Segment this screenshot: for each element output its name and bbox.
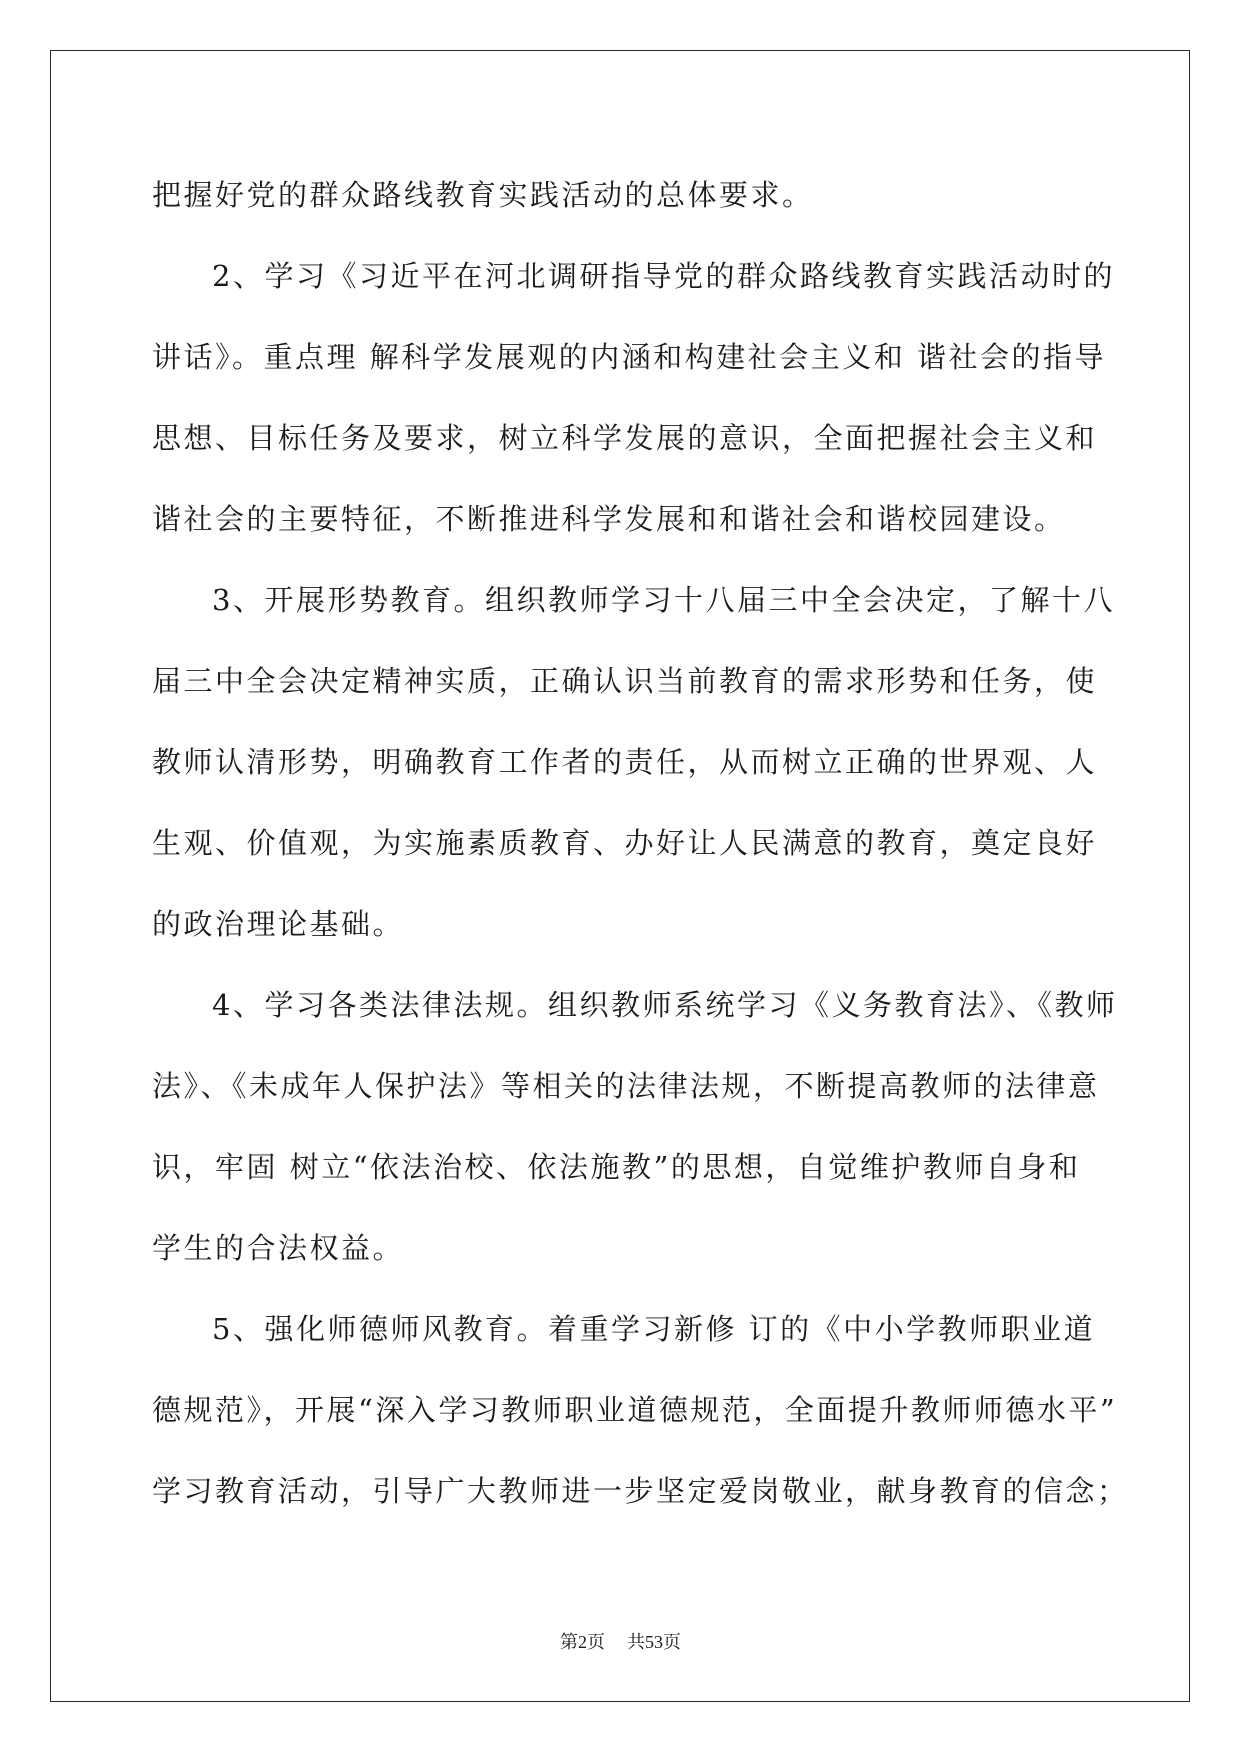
text-line: 4、学习各类法律法规。组织教师系统学习《义务教育法》、《教师 <box>212 988 1118 1022</box>
page-total: 共53页 <box>627 1632 681 1652</box>
text-line: 学习教育活动，引导广大教师进一步坚定爱岗敬业，献身教育的信念； <box>152 1474 1129 1508</box>
text-line: 届三中全会决定精神实质，正确认识当前教育的需求形势和任务，使 <box>152 664 1098 698</box>
text-line: 思想、目标任务及要求，树立科学发展的意识，全面把握社会主义和 <box>152 421 1098 455</box>
text-line: 的政治理论基础。 <box>152 907 405 941</box>
text-line: 2、学习《习近平在河北调研指导党的群众路线教育实践活动时的 <box>212 259 1115 293</box>
text-line: 生观、价值观，为实施素质教育、办好让人民满意的教育，奠定良好 <box>152 826 1098 860</box>
page-footer <box>0 1628 1241 1654</box>
text-line: 教师认清形势，明确教育工作者的责任，从而树立正确的世界观、人 <box>152 745 1098 779</box>
text-line: 识，牢固 树立“依法治校、依法施教”的思想，自觉维护教师自身和 <box>152 1150 1081 1184</box>
text-line: 德规范》，开展“深入学习教师职业道德规范，全面提升教师师德水平” <box>152 1393 1118 1427</box>
text-line: 5、强化师德师风教育。着重学习新修 订的《中小学教师职业道 <box>212 1312 1096 1346</box>
text-line: 把握好党的群众路线教育实践活动的总体要求。 <box>152 178 814 212</box>
page-number: 第2页 <box>560 1632 605 1652</box>
document-body <box>152 155 1129 1532</box>
text-line: 3、开展形势教育。组织教师学习十八届三中全会决定，了解十八 <box>212 583 1115 617</box>
text-line: 谐社会的主要特征，不断推进科学发展和和谐社会和谐校园建设。 <box>152 502 1066 536</box>
text-line: 讲话》。重点理 解科学发展观的内涵和构建社会主义和 谐社会的指导 <box>152 340 1106 374</box>
text-line: 法》、《未成年人保护法》等相关的法律法规，不断提高教师的法律意 <box>152 1069 1100 1103</box>
text-line: 学生的合法权益。 <box>152 1231 405 1265</box>
